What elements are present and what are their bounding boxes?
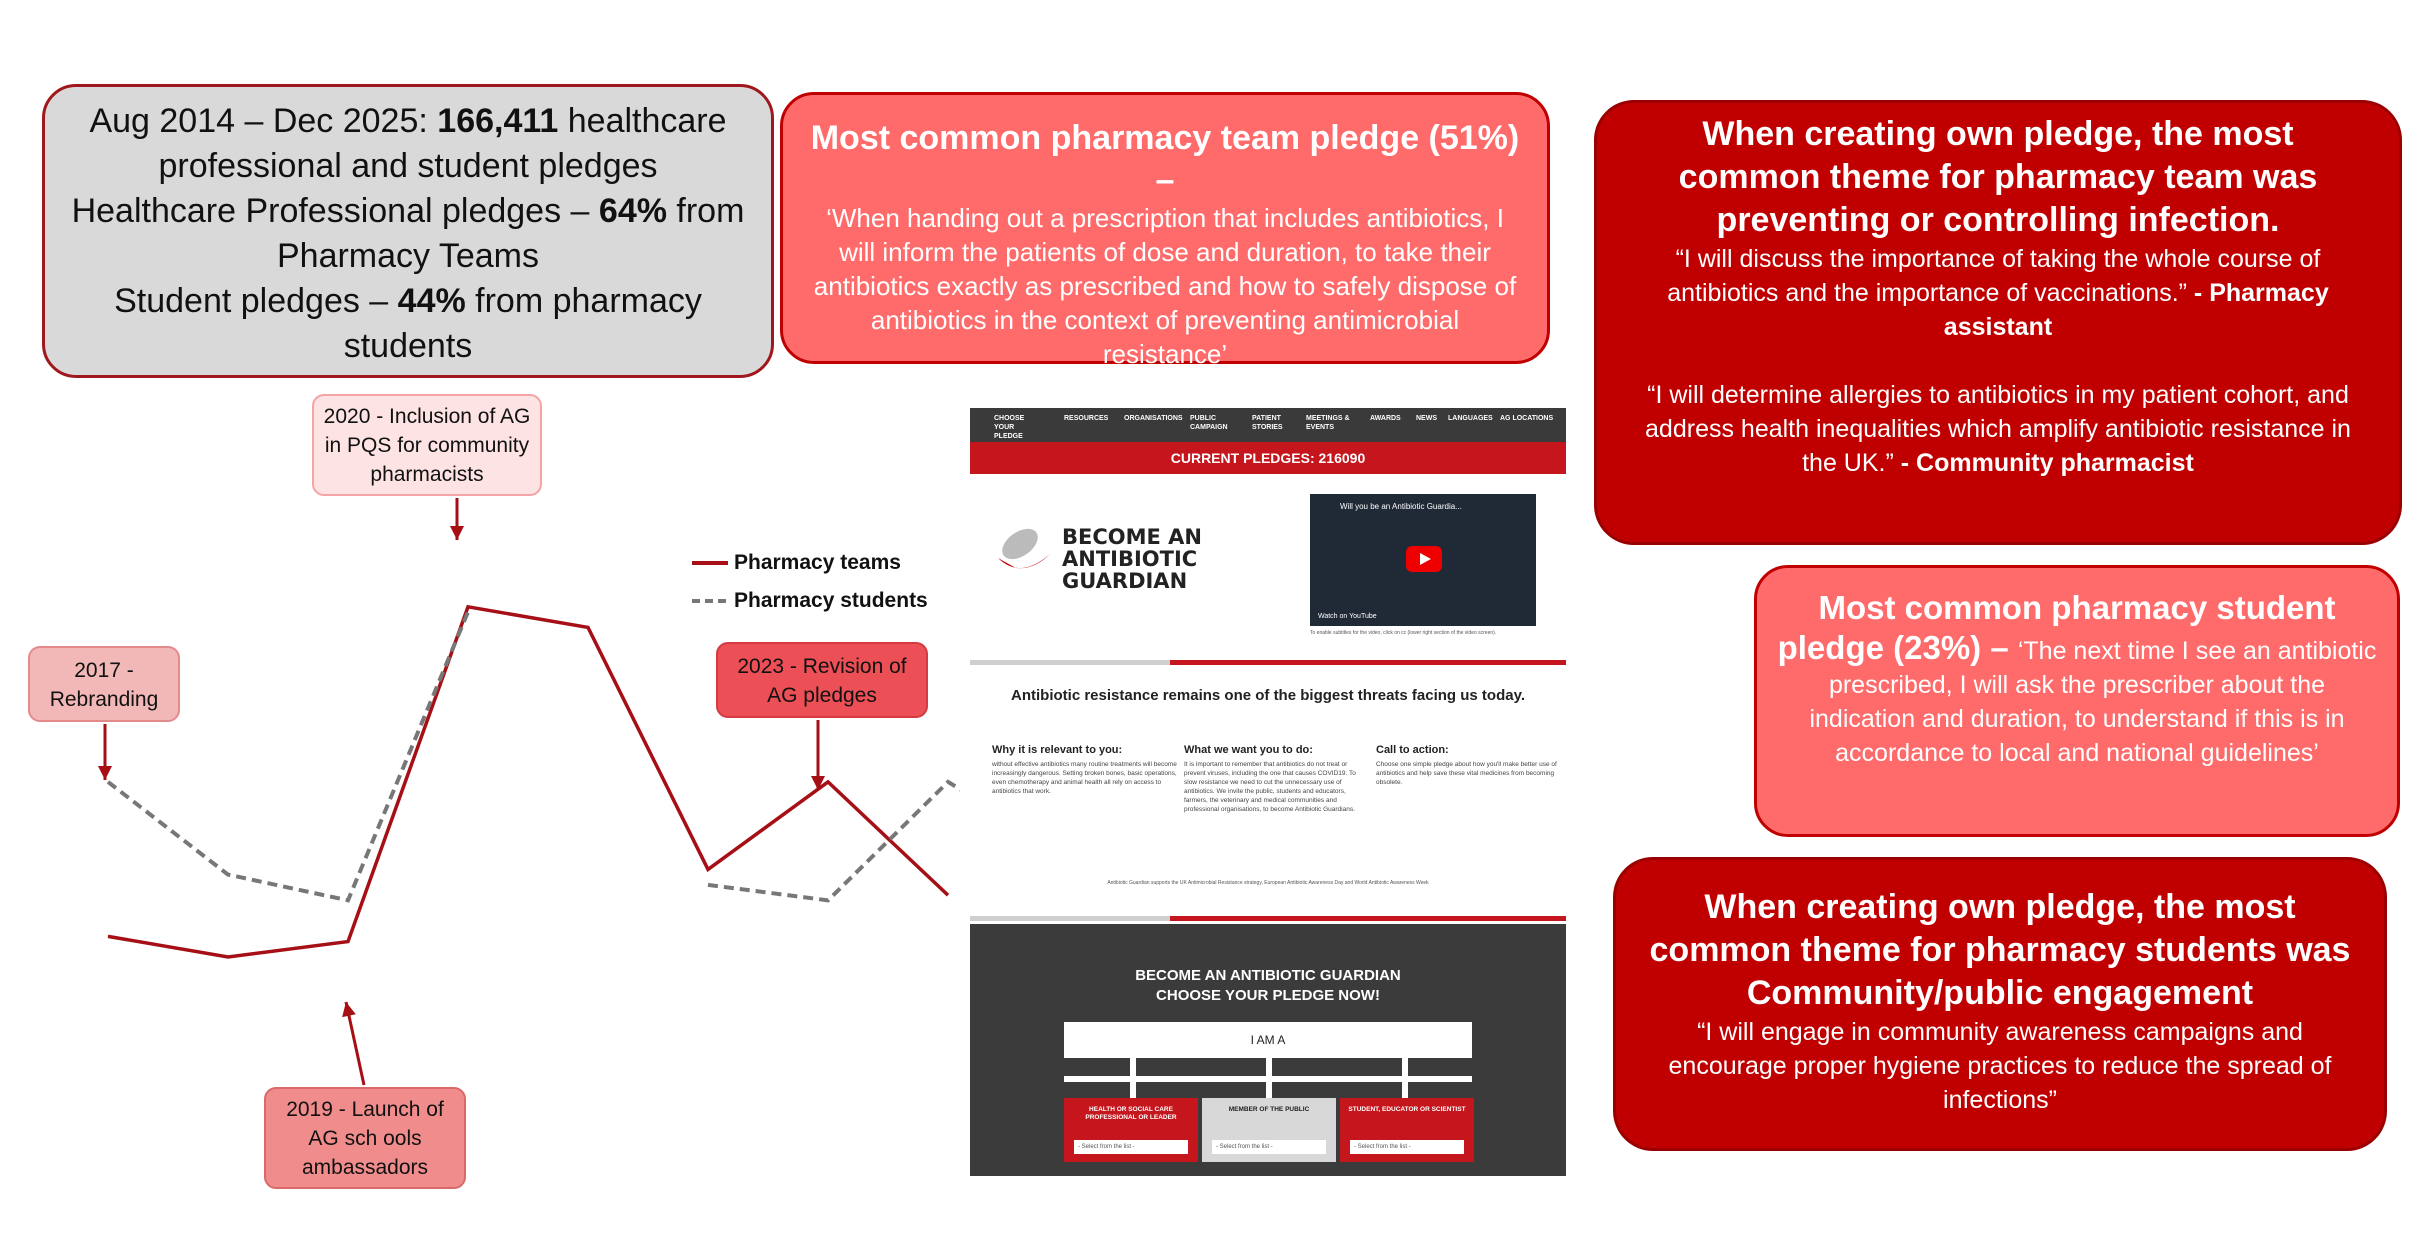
nav-awards[interactable]: AWARDS (1370, 415, 1401, 422)
nav-languages[interactable]: LANGUAGES (1448, 415, 1493, 422)
col-relevant-body: without effective antibiotics many routine treatments will become increasingly dangerous. Setting broken bones, basic operations, even chemotherapy and animal health all rely on access to antibiotics that work. (992, 761, 1177, 795)
option-public[interactable] (1202, 1098, 1336, 1162)
promo-video[interactable] (1310, 494, 1536, 626)
stats-line2-pre: Healthcare Professional pledges – (71, 192, 599, 230)
legend-students-label: Pharmacy students (734, 589, 928, 612)
col-action-body: Choose one simple pledge about how you'll make better use of antibiotics and help save these vital medicines from becoming obsolete. (1376, 761, 1557, 786)
annotation-2020: 2020 - Inclusion of AG in PQS for community pharmacists (312, 394, 542, 496)
team-pledge-text: ‘When handing out a prescription that includes antibiotics, I will inform the patients of dose and duration, to take their antibiotics exactly as prescribed and how to safely dispose of antibiotics in the context of preventing antimicrobial resistance’ (813, 203, 1517, 369)
option-public-label: MEMBER OF THE PUBLIC (1228, 1106, 1310, 1113)
col-want-title: What we want you to do: (1184, 744, 1313, 756)
divider-red-2 (1170, 916, 1566, 921)
threats-heading: Antibiotic resistance remains one of the biggest threats facing us today. (1011, 687, 1525, 704)
annotation-2023: 2023 - Revision of AG pledges (716, 642, 928, 718)
chart-legend (690, 545, 950, 625)
video-watch-label[interactable]: Watch on YouTube (1318, 613, 1377, 620)
select-public[interactable]: - Select from the list - (1212, 1140, 1326, 1154)
arrow-2023-head (811, 776, 825, 790)
site-nav (970, 408, 1566, 442)
stats-line2-num: 64% (598, 192, 667, 230)
quote2-author: - Community pharmacist (1893, 449, 2194, 477)
col-action-title: Call to action: (1376, 744, 1449, 756)
col-want-body: It is important to remember that antibiotics do not treat or prevent viruses, including the one that causes COVID19. To slow resistance we need to cut the unnecessary use of antibiotics. We invite the public, students and educators, farmers, the veterinary and medical communities and professional organisations, to become Antibiotic Guardians. (1184, 761, 1356, 813)
quote2-text: “I will determine allergies to antibiotics in my patient cohort, and address health inequalities which amplify antibiotic resistance in the UK.” (1645, 381, 2351, 477)
select-health[interactable]: - Select from the list - (1074, 1140, 1188, 1154)
student-theme-quote: “I will engage in community awareness campaigns and encourage proper hygiene practices to reduce the spread of infections” (1668, 1018, 2332, 1114)
stats-line1-post: healthcare professional and student pledges (158, 102, 727, 185)
cta-title-text: BECOME AN ANTIBIOTIC GUARDIAN CHOOSE YOUR PLEDGE NOW! (1135, 967, 1401, 1004)
arrow-2019-head (342, 1002, 356, 1017)
video-caption: To enable subtitles for the video, click on cc (lower right section of the video screen). (1310, 630, 1497, 636)
nav-meetings-events[interactable]: MEETINGS & EVENTS (1306, 415, 1350, 431)
option-health-label: HEALTH OR SOCIAL CARE PROFESSIONAL OR LEADER (1085, 1106, 1177, 1121)
cta-title (970, 966, 1566, 1006)
support-text: Antibiotic Guardian supports the UK Antimicrobial Resistance strategy, European Antibiotic Awareness Day and World Antibiotic Awareness Week (1107, 880, 1429, 886)
nav-choose-pledge[interactable]: CHOOSE YOUR PLEDGE (994, 415, 1025, 440)
student-pledge-heading: Most common pharmacy student pledge (23%) – (1777, 589, 2336, 666)
legend-students (690, 583, 950, 619)
quote1-author: - Pharmacy assistant (1943, 279, 2329, 341)
option-student[interactable] (1340, 1098, 1474, 1162)
col-relevant (992, 744, 1178, 796)
team-theme-quote1 (1627, 242, 2369, 344)
nav-organisations[interactable]: ORGANISATIONS (1124, 415, 1183, 422)
legend-teams (690, 545, 950, 581)
i-am-a-label: I AM A (1064, 1022, 1472, 1058)
annotation-2017: 2017 - Rebranding (28, 646, 180, 722)
stats-line1-pre: Aug 2014 – Dec 2025: (89, 102, 438, 140)
team-theme-heading: When creating own pledge, the most common theme for pharmacy team was preventing or controlling infection. (1678, 115, 2318, 239)
pledge-cta-section (970, 924, 1566, 1176)
stats-line3-pre: Student pledges – (114, 282, 398, 320)
student-pledge-box (1754, 565, 2400, 837)
student-theme-heading: When creating own pledge, the most common theme for pharmacy students was Community/public engagement (1649, 888, 2351, 1012)
col-action (1376, 744, 1562, 787)
arrow-2017-head (98, 766, 112, 780)
nav-ag-locations[interactable]: AG LOCATIONS (1500, 415, 1554, 422)
annotation-2019: 2019 - Launch of AG sch ools ambassadors (264, 1087, 466, 1189)
option-student-label: STUDENT, EDUCATOR OR SCIENTIST (1348, 1106, 1466, 1113)
select-student[interactable]: - Select from the list - (1350, 1140, 1464, 1154)
col-relevant-title: Why it is relevant to you: (992, 744, 1123, 756)
antibiotic-guardian-website (970, 408, 1566, 1176)
stats-line3-post: from pharmacy students (343, 282, 702, 365)
play-icon[interactable] (1406, 546, 1442, 572)
student-theme-box (1613, 857, 2387, 1151)
site-logo-text: BECOME AN ANTIBIOTIC GUARDIAN (1062, 525, 1202, 593)
option-health-professional[interactable] (1064, 1098, 1198, 1162)
current-pledges-bar: CURRENT PLEDGES: 216090 (970, 442, 1566, 474)
connector-lines (970, 1058, 1566, 1098)
video-title: Will you be an Antibiotic Guardia... (1340, 502, 1462, 511)
nav-public-campaign[interactable]: PUBLIC CAMPAIGN (1190, 415, 1228, 431)
nav-news[interactable]: NEWS (1416, 415, 1437, 422)
team-theme-box (1594, 100, 2402, 545)
stats-line1-num: 166,411 (437, 102, 559, 140)
ag-logo-icon (990, 518, 1060, 582)
student-pledge-text: ‘The next time I see an antibiotic prescribed, I will ask the prescriber about the indication and duration, to understand if this is in accordance to local and national guidelines’ (1809, 637, 2377, 767)
divider-red (1170, 660, 1566, 665)
stats-line3-num: 44% (397, 282, 466, 320)
stats-line2-post: from Pharmacy Teams (276, 192, 745, 275)
nav-patient-stories[interactable]: PATIENT STORIES (1252, 415, 1283, 431)
divider-grey-2 (970, 916, 1170, 921)
nav-resources[interactable]: RESOURCES (1064, 415, 1109, 422)
arrow-2020-head (450, 526, 464, 540)
team-pledge-heading: Most common pharmacy team pledge (51%) – (810, 119, 1520, 199)
legend-teams-label: Pharmacy teams (734, 551, 901, 574)
quote1-text: “I will discuss the importance of taking the whole course of antibiotics and the importance of vaccinations.” (1667, 245, 2321, 307)
team-theme-quote2 (1627, 378, 2369, 480)
legend-students-swatch (690, 591, 730, 611)
legend-teams-swatch (690, 553, 730, 573)
divider-grey (970, 660, 1170, 665)
col-want (1184, 744, 1370, 814)
